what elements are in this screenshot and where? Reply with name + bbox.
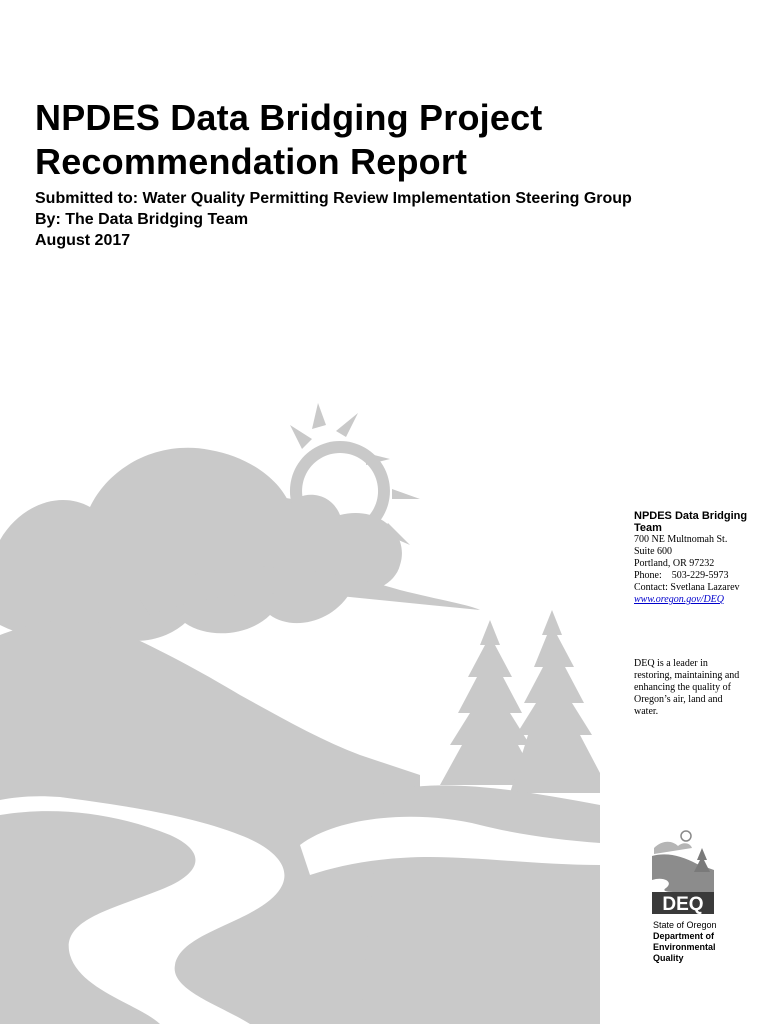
phone-number: Phone: 503-229-5973 (634, 570, 729, 581)
logo-abbr: DEQ (662, 894, 704, 914)
mission-statement (634, 658, 759, 718)
report-date: August 2017 (35, 232, 131, 249)
author-line: By: The Data Bridging Team (35, 211, 249, 228)
mission-line: Oregon’s air, land and (634, 694, 723, 705)
mountain-shape (0, 619, 420, 1024)
logo-dept-line-3: Quality (653, 953, 684, 963)
deq-logo (652, 826, 714, 914)
report-title-line-1: NPDES Data Bridging Project (35, 97, 543, 138)
logo-caption (653, 920, 753, 964)
mission-line: water. (634, 706, 659, 717)
contact-block (634, 510, 764, 606)
address-street: 700 NE Multnomah St. (634, 534, 728, 545)
logo-dept-line-1: Department of (653, 931, 715, 941)
mission-line: restoring, maintaining and (634, 670, 740, 681)
org-name-line-1: NPDES Data Bridging (634, 510, 748, 522)
address-suite: Suite 600 (634, 546, 673, 557)
submitted-to: Submitted to: Water Quality Permitting Review Implementation Steering Group (35, 190, 632, 207)
address-city: Portland, OR 97232 (634, 558, 715, 569)
report-title-line-2: Recommendation Report (35, 141, 468, 182)
org-name-line-2: Team (634, 522, 662, 534)
website-link[interactable]: www.oregon.gov/DEQ (634, 594, 724, 605)
landscape-illustration (0, 395, 600, 1024)
cloud-shape (0, 448, 402, 641)
title-block (35, 96, 735, 251)
contact-person: Contact: Svetlana Lazarev (634, 582, 740, 593)
mission-line: DEQ is a leader in (634, 658, 708, 669)
logo-dept-line-2: Environmental (653, 942, 716, 952)
mission-line: enhancing the quality of (634, 682, 731, 693)
tree-icon (510, 610, 600, 793)
logo-state: State of Oregon (653, 920, 717, 930)
